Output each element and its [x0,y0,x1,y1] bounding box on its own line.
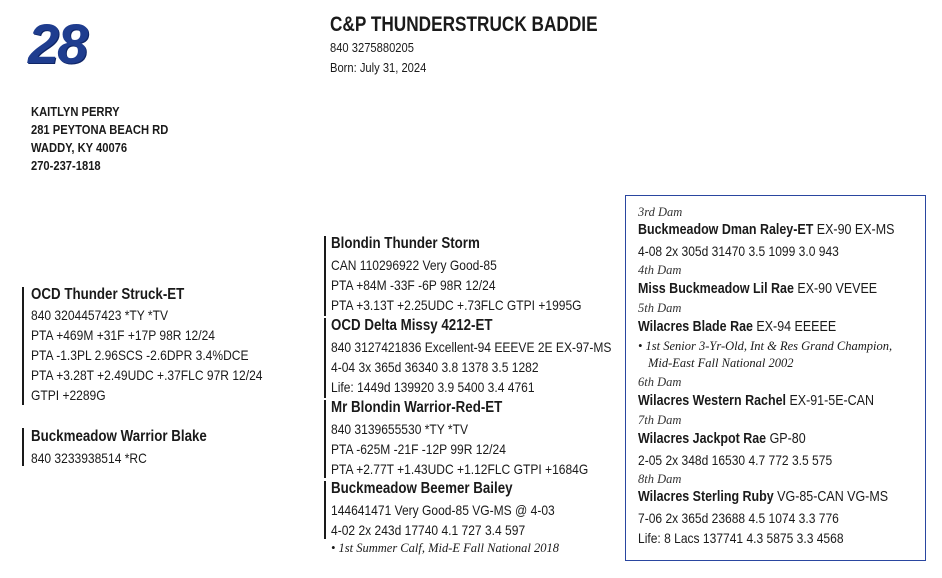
dam-entry-note: • 1st Senior 3-Yr-Old, Int & Res Grand Champion, [638,339,893,353]
dam-entry-name: Wilacres Western Rachel EX-91-5E-CAN [638,393,875,409]
animal-name: C&P THUNDERSTRUCK BADDIE [330,13,598,36]
paternal-grandsire-name: Blondin Thunder Storm [331,235,480,252]
sire-line: 840 3204457423 *TY *TV [31,307,169,323]
dam-entry-line: 7-06 2x 365d 23688 4.5 1074 3.3 776 [638,510,839,526]
dam-entry-name: Wilacres Jackpot Rae GP-80 [638,431,806,447]
paternal-granddam-line: Life: 1449d 139920 3.9 5400 3.4 4761 [331,379,535,395]
dam-entry-line: 2-05 2x 348d 16530 4.7 772 3.5 575 [638,452,833,468]
consignor-name: KAITLYN PERRY [31,104,120,119]
dam-label: 7th Dam [638,413,682,427]
dam-label: 4th Dam [638,263,682,277]
paternal-grandsire-line: CAN 110296922 Very Good-85 [331,257,497,273]
second-dam-bracket [324,481,326,539]
dam-entry-line: Life: 8 Lacs 137741 4.3 5875 3.3 4568 [638,530,844,546]
birth-date: Born: July 31, 2024 [330,60,427,75]
consignor-city: WADDY, KY 40076 [31,140,128,155]
paternal-granddam-name: OCD Delta Missy 4212-ET [331,317,493,334]
paternal-granddam-line: 4-04 3x 365d 36340 3.8 1378 3.5 1282 [331,359,539,375]
paternal-grandsire-bracket [324,236,326,316]
sire-line: GTPI +2289G [31,387,106,403]
paternal-granddam-line: 840 3127421836 Excellent-94 EEEVE 2E EX-97-MS [331,339,612,355]
sire-line: PTA -1.3PL 2.96SCS -2.6DPR 3.4%DCE [31,347,249,363]
second-dam-note: • 1st Summer Calf, Mid-E Fall National 2018 [331,541,559,555]
maternal-grandsire-line: PTA -625M -21F -12P 99R 12/24 [331,441,506,457]
sire-name: OCD Thunder Struck-ET [31,286,185,303]
dam-entry-name: Wilacres Sterling Ruby VG-85-CAN VG-MS [638,489,889,505]
dam-name: Buckmeadow Warrior Blake [31,428,207,445]
dam-entry-name: Miss Buckmeadow Lil Rae EX-90 VEVEE [638,281,878,297]
paternal-granddam-bracket [324,318,326,398]
dam-entry-name: Buckmeadow Dman Raley-ET EX-90 EX-MS [638,222,895,238]
consignor-phone: 270-237-1818 [31,158,101,173]
dam-label: 5th Dam [638,301,682,315]
dam-entry-line: 4-08 2x 305d 31470 3.5 1099 3.0 943 [638,243,839,259]
lot-number: 28 [28,12,87,75]
sire-bracket [22,287,24,405]
second-dam-line: 144641471 Very Good-85 VG-MS @ 4-03 [331,502,555,518]
dam-label: 3rd Dam [638,205,683,219]
second-dam-line: 4-02 2x 243d 17740 4.1 727 3.4 597 [331,522,526,538]
dam-label: 6th Dam [638,375,682,389]
dam-entry-note: Mid-East Fall National 2002 [648,356,794,370]
second-dam-name: Buckmeadow Beemer Bailey [331,480,513,497]
maternal-grandsire-line: 840 3139655530 *TY *TV [331,421,469,437]
maternal-grandsire-line: PTA +2.77T +1.43UDC +1.12FLC GTPI +1684G [331,461,589,477]
sire-line: PTA +3.28T +2.49UDC +.37FLC 97R 12/24 [31,367,263,383]
maternal-grandsire-bracket [324,400,326,478]
sire-line: PTA +469M +31F +17P 98R 12/24 [31,327,215,343]
dam-entry-name: Wilacres Blade Rae EX-94 EEEEE [638,319,837,335]
dam-line: 840 3233938514 *RC [31,450,147,466]
consignor-address: 281 PEYTONA BEACH RD [31,122,169,137]
registration-number: 840 3275880205 [330,40,414,55]
paternal-grandsire-line: PTA +84M -33F -6P 98R 12/24 [331,277,496,293]
dam-bracket [22,428,24,466]
dam-label: 8th Dam [638,472,682,486]
maternal-grandsire-name: Mr Blondin Warrior-Red-ET [331,399,503,416]
paternal-grandsire-line: PTA +3.13T +2.25UDC +.73FLC GTPI +1995G [331,297,582,313]
